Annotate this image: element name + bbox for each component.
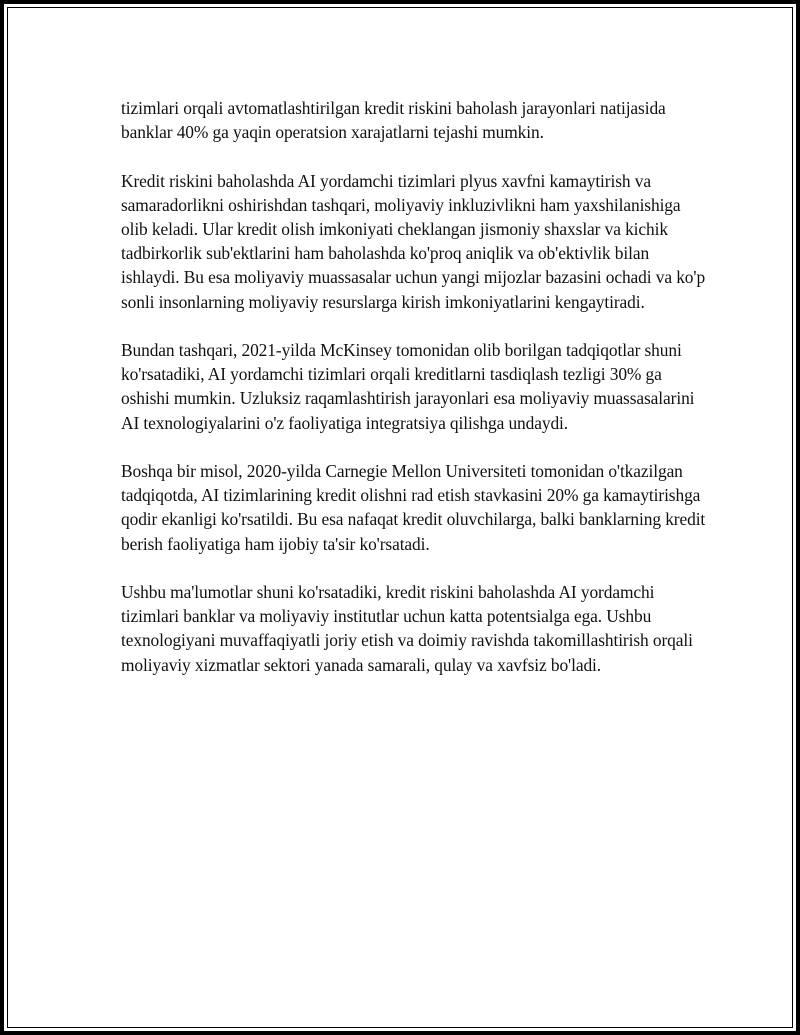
document-body [121, 96, 711, 677]
paragraph-5: Ushbu ma'lumotlar shuni ko'rsatadiki, kredit riskini baholashda AI yordamchi tizimlari banklar va moliyaviy institutlar uchun katta potentsialga ega. Ushbu texnologiyani muvaffaqiyatli joriy etish va doimiy ravishda takomillashtirish orqali moliyaviy xizmatlar sektori yanada samarali, qulay va xavfsiz bo'ladi. [121, 582, 693, 675]
paragraph-4: Boshqa bir misol, 2020-yilda Carnegie Mellon Universiteti tomonidan o'tkazilgan tadqiqotda, AI tizimlarining kredit olishni rad etish stavkasini 20% ga kamaytirishga qodir ekanligi ko'rsatildi. Bu esa nafaqat kredit oluvchilarga, balki banklarning kredit berish faoliyatiga ham ijobiy ta'sir ko'rsatadi. [121, 461, 706, 554]
paragraph-1: tizimlari orqali avtomatlashtirilgan kredit riskini baholash jarayonlari natijasida banklar 40% ga yaqin operatsion xarajatlarni tejashi mumkin. [121, 98, 666, 143]
paragraph-3: Bundan tashqari, 2021-yilda McKinsey tomonidan olib borilgan tadqiqotlar shuni ko'rsatadiki, AI yordamchi tizimlari orqali kreditlarni tasdiqlash tezligi 30% ga oshishi mumkin. Uzluksiz raqamlashtirish jarayonlari esa moliyaviy muassasalarini AI texnologiyalarini o'z faoliyatiga integratsiya qilishga undaydi. [121, 340, 695, 433]
paragraph-2: Kredit riskini baholashda AI yordamchi tizimlari plyus xavfni kamaytirish va samaradorlikni oshirishdan tashqari, moliyaviy inkluzivlikni ham yaxshilanishiga olib keladi. Ular kredit olish imkoniyati cheklangan jismoniy shaxslar va kichik tadbirkorlik sub'ektlarini ham baholashda ko'proq aniqlik va ob'ektivlik bilan ishlaydi. Bu esa moliyaviy muassasalar uchun yangi mijozlar bazasini ochadi va ko'p sonli insonlarning moliyaviy resurslarga kirish imkoniyatlarini kengaytiradi. [121, 170, 706, 312]
